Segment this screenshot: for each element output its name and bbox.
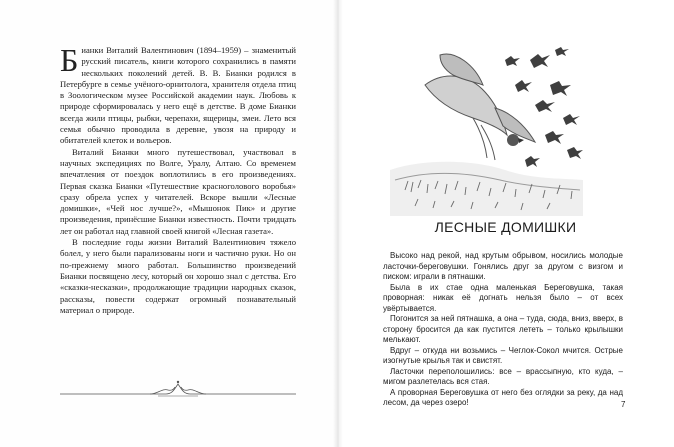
story-paragraph: А проворная Береговушка от него без оглядки за реку, да над лесом, да через озеро! <box>383 387 623 407</box>
story-paragraph: Высоко над рекой, над крутым обрывом, носились молодые ласточки-береговушки. Гонялись друг за другом с визгом и писком: играли в пятнашки. <box>383 251 623 281</box>
falcon-icon <box>425 54 535 160</box>
story-paragraph: Ласточки переполошились: все – врассыпную, кто куда, – мигом разлетелась вся стая. <box>383 366 623 386</box>
bio-paragraph-1-text: ианки Виталий Валентинович (1894–1959) – знаменитый русский писатель, книги которого сохранились в памяти нескольких поколений детей. В. В. Бианки родился в Петербурге в семье учёного-орнитолога, хранителя отдела птиц в Зоологическом музее Российской академии наук. Любовь к природе сформировалась у него ещё в детстве. В доме Бианки всегда жили птицы, рыбки, черепахи, ящерицы, змеи. Лето вся семья обычно проводила в деревне, увозя на природу и обитателей клеток и вольеров. <box>60 45 296 146</box>
drop-cap: Б <box>60 42 79 78</box>
story-title: ЛЕСНЫЕ ДОМИШКИ <box>434 219 577 235</box>
story-text <box>383 251 626 409</box>
ornament-divider-icon <box>58 378 298 398</box>
story-paragraph: Вдруг – откуда ни возьмись – Чеглок-Сокол мчится. Острые изогнутые крылья так и свистят. <box>383 345 623 365</box>
swallows-icon <box>505 47 583 167</box>
story-paragraph: Погонится за ней пятнашка, а она – туда, сюда, вниз, вверх, в сторону бросится да как пустится лететь – только крылышки мелькают. <box>383 314 623 344</box>
bio-paragraph-1 <box>60 42 296 147</box>
falcon-and-swallows-illustration <box>385 30 585 220</box>
page-number: 7 <box>621 400 626 409</box>
story-paragraph: Была в их стае одна маленькая Береговушка, такая проворная: никак её догнать нельзя было – от всех увёртывается. <box>383 282 623 313</box>
bio-paragraph-3: В последние годы жизни Виталий Валентинович тяжело болел, у него были парализованы ноги и частично руки. Но он по-прежнему много работал. Большинство произведений Бианки посвящено лесу, который он хорошо знал с детства. Его «сказки-несказки», продолжающие традиции народных сказок, рассказы, повести содержат огромный познавательный материал о природе. <box>60 237 296 315</box>
author-biography <box>60 42 296 316</box>
bio-paragraph-2: Виталий Бианки много путешествовал, участвовал в научных экспедициях по Волге, Уралу, Алтаю. Со временем впечатления от поездок воплотились в его произведениях. Первая сказка Бианки «Путешествие красноголового воробья» сразу обрела успех у читателей. Вскоре вышли «Лесные домишки», «Чей нос лучше?», «Мышонок Пик» и другие произведения, принёсшие Бианки известность. Почти тридцать лет он работал над главной своей книгой «Лесная газета». <box>60 146 296 236</box>
